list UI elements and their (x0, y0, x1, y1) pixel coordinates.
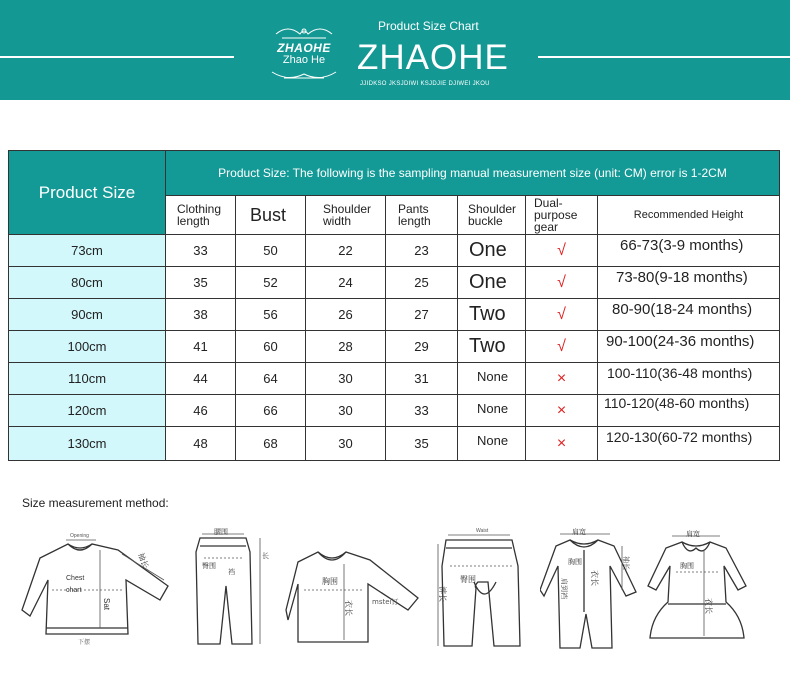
wide-pants-waist-label: Waist (476, 528, 489, 534)
cell-bust: 68 (236, 427, 306, 460)
pants-length-label: 长 (262, 552, 269, 560)
cell-pants-length: 31 (386, 363, 458, 395)
chart-title: Product Size Chart (378, 19, 479, 33)
cell-bust: 64 (236, 363, 306, 395)
dress-length-label: 衣长 (704, 598, 713, 614)
cell-shoulder-width: 24 (306, 267, 386, 299)
cell-clothing-length: 44 (166, 363, 236, 395)
col-header-shoulder-width: Shoulder width (306, 196, 386, 235)
check-icon: √ (557, 273, 566, 291)
cell-clothing-length: 38 (166, 299, 236, 331)
pants-waist-label: 腰围 (214, 528, 228, 536)
pants-measurement-diagram (188, 528, 274, 652)
cell-shoulder-buckle: None (458, 427, 526, 460)
col-header-recommended-height: Recommended Height (598, 196, 779, 235)
cell-pants-length: 23 (386, 235, 458, 267)
top-chest-label: Chest (66, 575, 85, 582)
check-icon: √ (557, 241, 566, 259)
raglan-length-label: 衣长 (344, 600, 353, 616)
cell-shoulder-width: 28 (306, 331, 386, 363)
cell-dual-purpose (526, 331, 598, 363)
pants-hip-label: 臀围 (202, 562, 216, 570)
cell-clothing-length: 35 (166, 267, 236, 299)
dress-measurement-diagram (646, 526, 750, 648)
col-header-dual-purpose-gear: Dual-purpose gear (526, 196, 598, 235)
top-measurement-diagram (18, 528, 180, 648)
raglan-top-measurement-diagram (284, 540, 426, 650)
cell-dual-purpose (526, 299, 598, 331)
banner-divider-right (538, 56, 790, 58)
top-length-label: Sat (102, 598, 111, 611)
banner-divider-left (0, 56, 234, 58)
cross-icon: × (556, 401, 567, 419)
cell-recommended-height: 120-130(60-72 months) (606, 429, 753, 445)
cell-pants-length: 35 (386, 427, 458, 460)
pants-crotch-label: 裆 (228, 568, 235, 576)
cell-bust: 50 (236, 235, 306, 267)
romper-chest-label: 胸围 (568, 558, 582, 566)
logo-mark: ZHAOHE (277, 41, 331, 55)
romper-sleeve-label: 袖长 (622, 556, 630, 570)
wide-pants-measurement-diagram (434, 526, 530, 652)
dress-chest-label: 胸围 (680, 562, 694, 570)
cell-dual-purpose (526, 363, 598, 395)
romper-shoulder-label: 肩宽 (572, 528, 586, 536)
top-bottom-label: 下摆 (78, 639, 91, 646)
cell-dual-purpose (526, 267, 598, 299)
top-chart-label: chart (66, 587, 82, 594)
measurement-note: Product Size: The following is the sampling manual measurement size (unit: CM) error is 1-2CM (166, 151, 779, 196)
method-title: Size measurement method: (22, 496, 169, 510)
cell-pants-length: 27 (386, 299, 458, 331)
cell-recommended-height: 80-90(18-24 months) (598, 299, 779, 331)
top-opening-label: Opening (70, 533, 89, 539)
row-size: 120cm (9, 395, 166, 427)
cell-shoulder-width: 30 (306, 363, 386, 395)
cell-clothing-length: 33 (166, 235, 236, 267)
row-size: 80cm (9, 267, 166, 299)
col-header-clothing-length: Clothing length (166, 196, 236, 235)
check-icon: √ (557, 337, 566, 355)
cell-pants-length: 29 (386, 331, 458, 363)
cell-clothing-length: 48 (166, 427, 236, 460)
cell-recommended-height: 100-110(36-48 months) (598, 363, 779, 395)
cell-dual-purpose (526, 235, 598, 267)
cell-shoulder-width: 30 (306, 395, 386, 427)
cell-shoulder-buckle: None (458, 363, 526, 395)
cell-bust: 56 (236, 299, 306, 331)
romper-front-label: 肩到裆 (560, 578, 568, 599)
row-size: 90cm (9, 299, 166, 331)
cell-pants-length: 25 (386, 267, 458, 299)
cell-shoulder-buckle: Two (458, 299, 526, 331)
romper-measurement-diagram (540, 526, 640, 654)
brand-name: ZHAOHE (357, 38, 509, 77)
brand-tagline: JJIDKSO JKSJDIWI KSJDJIE DJIWEI JKOU (360, 81, 490, 87)
cell-shoulder-buckle: Two (458, 331, 526, 363)
cell-shoulder-buckle: One (458, 267, 526, 299)
row-size: 130cm (9, 427, 166, 460)
top-sleeve-label: 袖长 (136, 551, 151, 570)
size-table (8, 150, 780, 461)
cell-clothing-length: 41 (166, 331, 236, 363)
cell-shoulder-width: 22 (306, 235, 386, 267)
cross-icon: × (556, 434, 567, 452)
cell-pants-length: 33 (386, 395, 458, 427)
cell-dual-purpose (526, 395, 598, 427)
cell-bust: 52 (236, 267, 306, 299)
cell-recommended-height: 66-73(3-9 months) (598, 235, 779, 267)
brand-logo (262, 26, 346, 84)
corner-label: Product Size (9, 151, 166, 235)
raglan-chest-label: 胸围 (322, 577, 338, 586)
check-icon: √ (557, 305, 566, 323)
cell-recommended-height: 110-120(48-60 months) (598, 395, 779, 427)
cell-bust: 60 (236, 331, 306, 363)
logo-subtitle: Zhao He (282, 54, 326, 66)
col-header-bust: Bust (236, 196, 306, 235)
wide-pants-length-label: 裤长 (438, 586, 447, 602)
cell-shoulder-width: 30 (306, 427, 386, 460)
cell-clothing-length: 46 (166, 395, 236, 427)
row-size: 73cm (9, 235, 166, 267)
cell-dual-purpose (526, 427, 598, 460)
row-size: 110cm (9, 363, 166, 395)
cell-shoulder-buckle: None (458, 395, 526, 427)
col-header-shoulder-buckle: Shoulder buckle (458, 196, 526, 235)
cell-recommended-height: 90-100(24-36 months) (598, 331, 779, 363)
cell-shoulder-width: 26 (306, 299, 386, 331)
header-banner (0, 0, 790, 100)
romper-length-label: 衣长 (590, 570, 599, 586)
cell-bust: 66 (236, 395, 306, 427)
cell-shoulder-buckle: One (458, 235, 526, 267)
dress-shoulder-label: 肩宽 (686, 530, 700, 538)
col-header-pants-length: Pants length (386, 196, 458, 235)
cross-icon: × (556, 369, 567, 387)
wide-pants-hip-label: 臀围 (460, 575, 476, 584)
raglan-misc-label: mstei订 (372, 598, 399, 606)
cell-recommended-height: 73-80(9-18 months) (598, 267, 779, 299)
row-size: 100cm (9, 331, 166, 363)
